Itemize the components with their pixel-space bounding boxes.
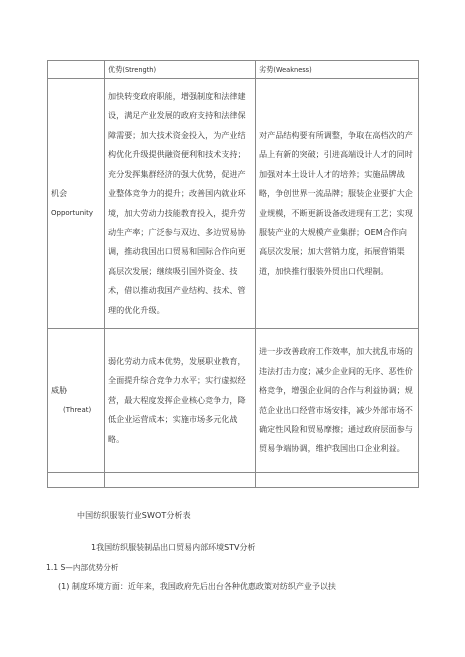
header-strength-en: (Strength) xyxy=(122,65,157,74)
opportunity-label-cn: 机会 xyxy=(51,188,68,199)
st-strategy-text: 弱化劳动力成本优势，发展职业教育，全面提升综合竞争力水平；实行虚拟经营，最大程度发挥企业核心竞争力，降低企业运营成本；实施市场多元化战略。 xyxy=(108,355,246,444)
so-strategy-text: 加快转变政府职能，增强制度和法律建设，满足产业发展的政府支持和法律保障需要；加大技术资金投入，为产业结构优化升级提供融资便利和技术支持；充分发挥集群经济的强大优势，促进产业整体竞争力的提升；改善国内就业环境，加大劳动力技能教育投入，提升劳动生产率；广泛参与双边、多边贸易协调，推动我国出口贸易和国际合作向更高层次发展；继续吸引国外资金、技术，借以推动我国产业结构、技术、管理的优化升级。 xyxy=(108,91,246,315)
threat-label-cell xyxy=(48,329,105,473)
st-strategy-cell xyxy=(105,329,256,473)
header-strength-cn: 优势 xyxy=(108,64,123,74)
header-weakness-cn: 劣势 xyxy=(259,64,274,74)
opportunity-label-en: Opportunity xyxy=(51,208,94,217)
paragraph-start: (1) 制度环境方面：近年来，我国政府先后出台各种优惠政策对纺织产业予以扶 xyxy=(58,582,336,591)
swot-table xyxy=(47,60,419,488)
opportunity-label-cell xyxy=(48,79,105,329)
threat-row xyxy=(48,329,419,473)
header-weakness-cell xyxy=(256,61,419,79)
header-strength-cell xyxy=(105,61,256,79)
empty-cell-2 xyxy=(105,473,256,488)
empty-cell-3 xyxy=(256,473,419,488)
wo-strategy-cell xyxy=(256,79,419,329)
wo-strategy-text: 对产品结构要有所调整，争取在高档次的产品上有新的突破；引进高端设计人才的同时加强对本土设计人才的培养；实施品牌战略，争创世界一流品牌；服装企业要扩大企业规模，不断更新设备改进现有工艺；实现服装产业的大规模产业集群；OEM合作向高层次发展；加大营销力度，拓展营销渠道，加快推行服装外贸出口代理制。 xyxy=(259,129,413,276)
table-caption: 中国纺织服装行业SWOT分析表 xyxy=(77,511,191,520)
wt-strategy-text: 进一步改善政府工作效率，加大扰乱市场的违法打击力度；减少企业间的无序、恶性价格竞争，增强企业间的合作与利益协调；规范企业出口经营市场安排，减少外部市场不确定性风险和贸易摩擦；通过政府层面参与贸易争端协调，维护我国出口企业利益。 xyxy=(259,346,413,454)
threat-label-en: (Threat) xyxy=(63,405,92,414)
subsection-heading: 1.1 S—内部优势分析 xyxy=(46,563,119,572)
threat-label-cn: 威胁 xyxy=(51,385,68,396)
section-heading: 1我国纺织服装制品出口贸易内部环境STV分析 xyxy=(91,543,256,552)
header-corner-cell xyxy=(48,61,105,79)
header-weakness-en: (Weakness) xyxy=(273,65,312,74)
empty-row xyxy=(48,473,419,488)
so-strategy-cell xyxy=(105,79,256,329)
empty-cell-1 xyxy=(48,473,105,488)
wt-strategy-cell xyxy=(256,329,419,473)
table-header-row xyxy=(48,61,419,79)
opportunity-row xyxy=(48,79,419,329)
